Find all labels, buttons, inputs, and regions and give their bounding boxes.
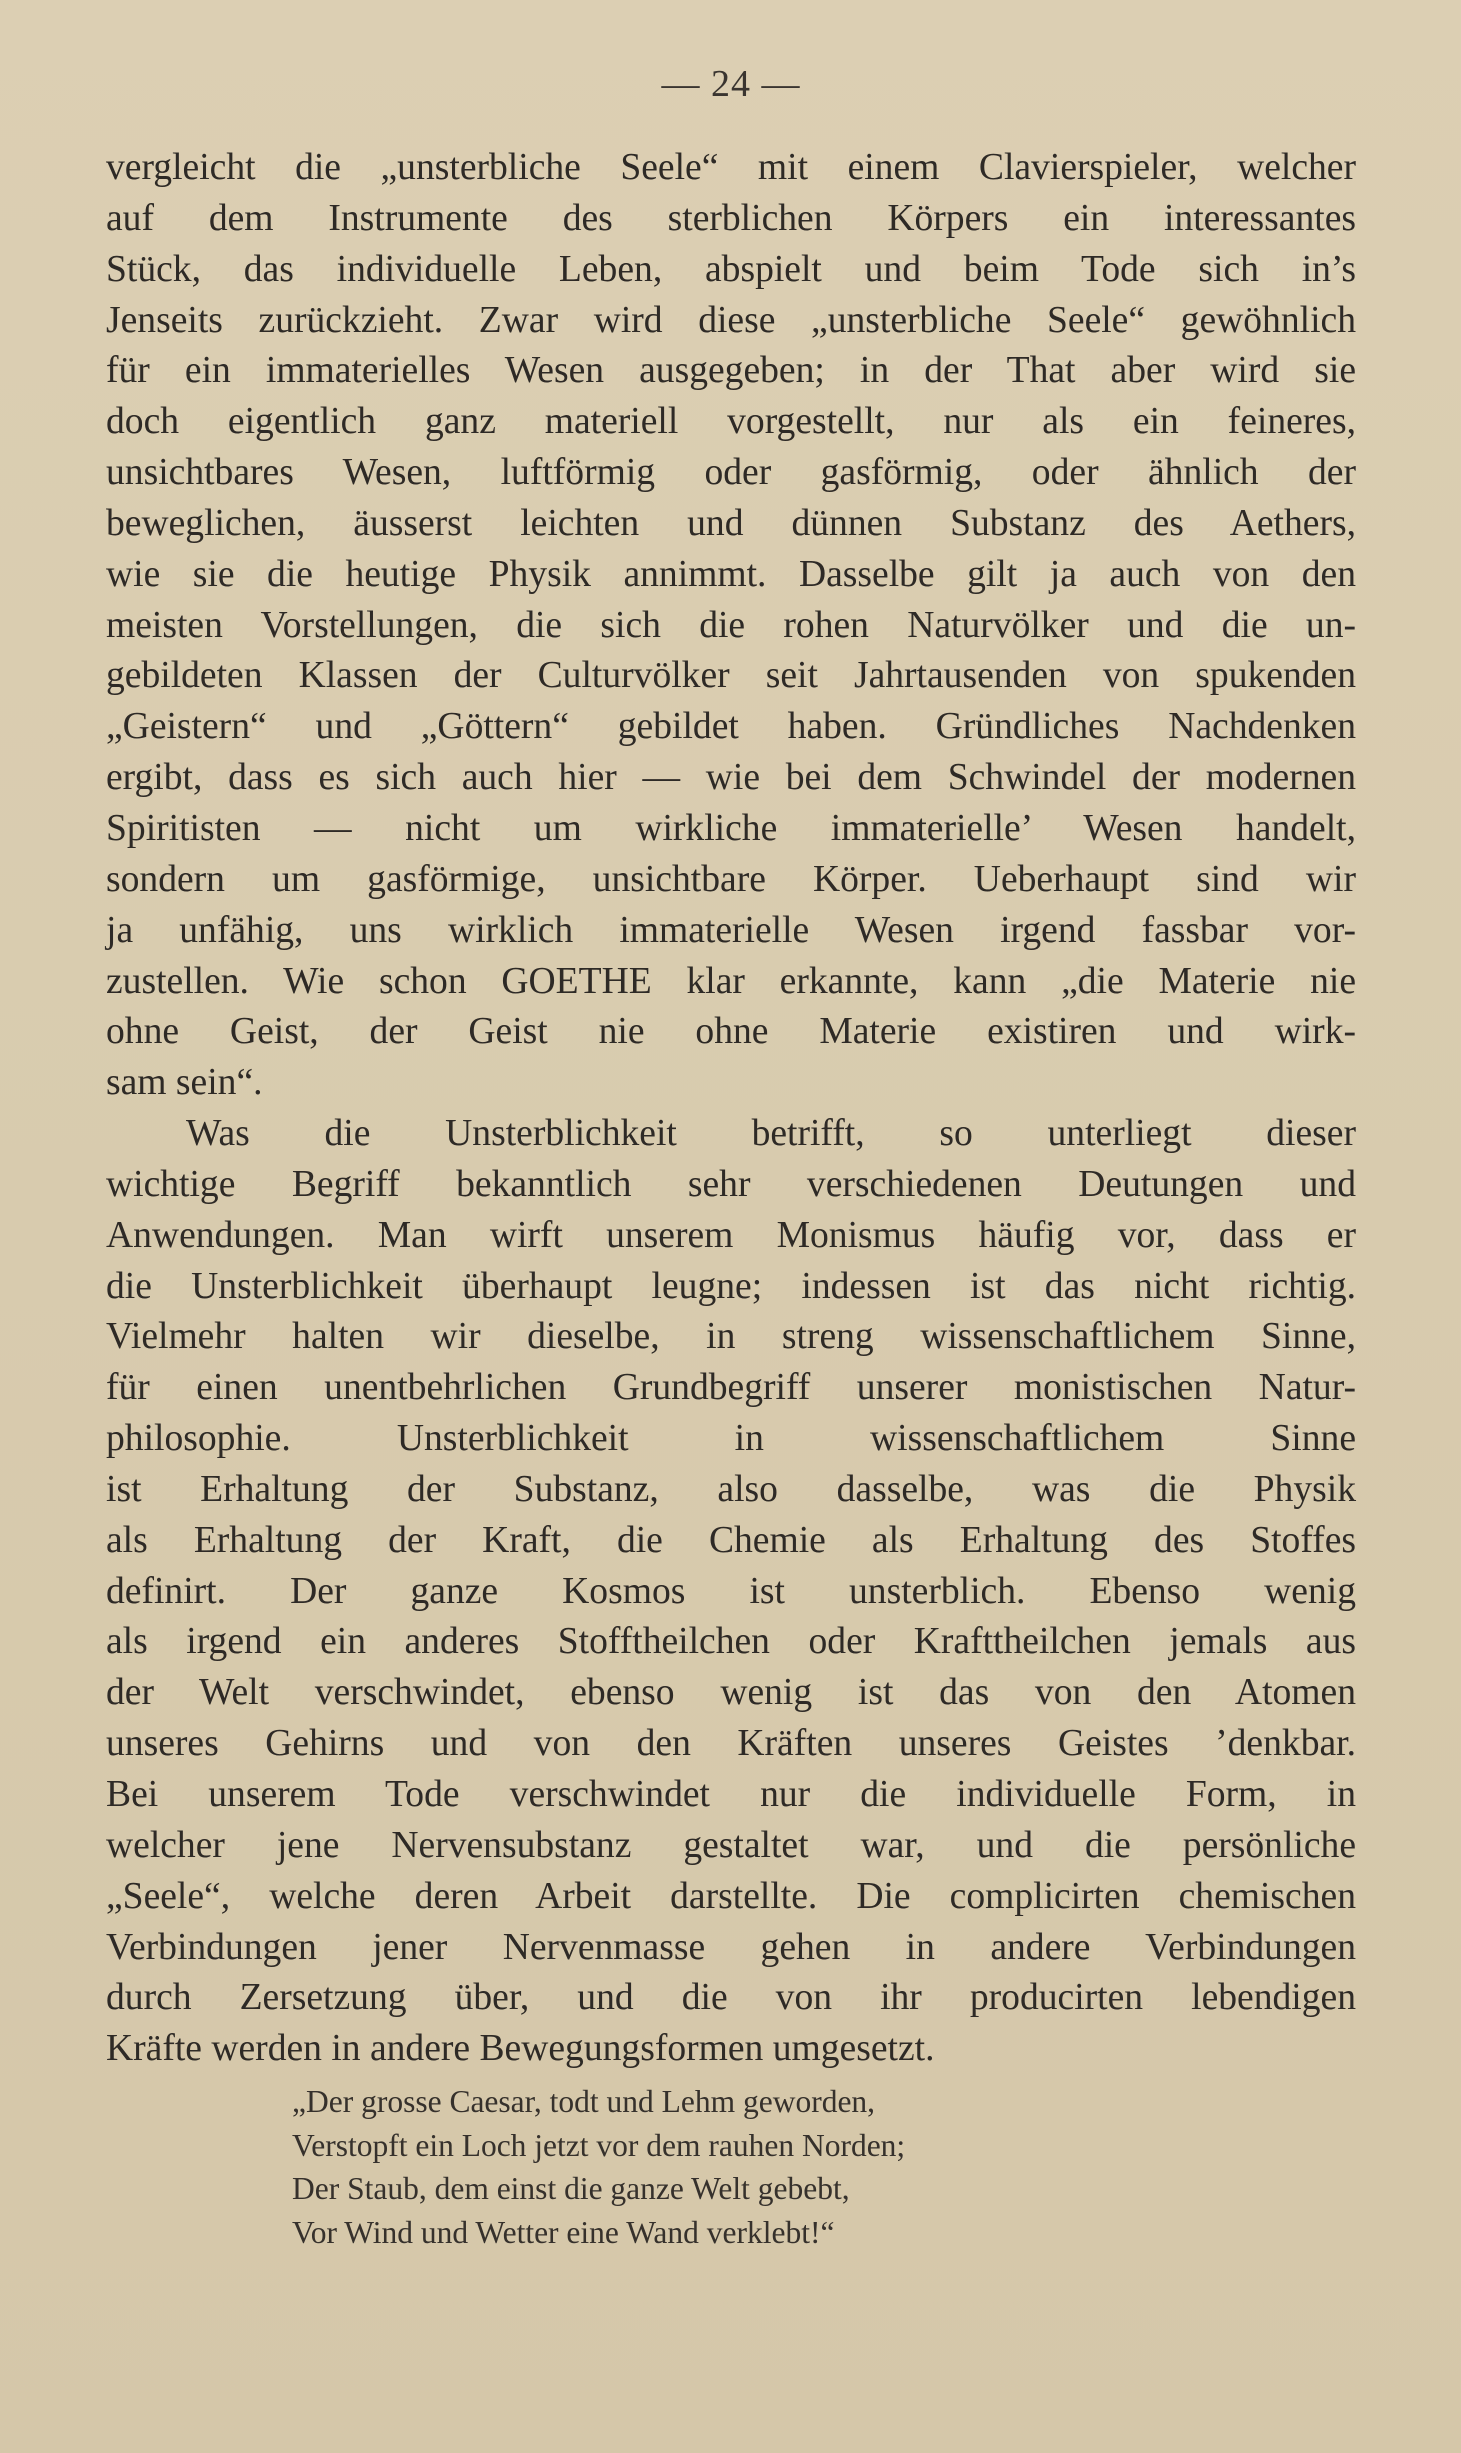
text-line: Kräfte werden in andere Bewegungsformen umgesetzt. xyxy=(106,2028,935,2070)
text-line: sondern um gasförmige, unsichtbare Körper. Ueberhaupt sind wir xyxy=(106,858,1356,900)
text-line: Jenseits zurückzieht. Zwar wird diese „unsterbliche Seele“ gewöhnlich xyxy=(106,299,1356,341)
text-line: definirt. Der ganze Kosmos ist unsterblich. Ebenso wenig xyxy=(106,1570,1356,1612)
page-number: — 24 — xyxy=(661,63,801,105)
text-line: doch eigentlich ganz materiell vorgestellt, nur als ein feineres, xyxy=(106,401,1356,443)
text-line: Spiritisten — nicht um wirkliche immaterielle’ Wesen handelt, xyxy=(106,807,1356,849)
text-line: die Unsterblichkeit überhaupt leugne; indessen ist das nicht richtig. xyxy=(106,1265,1356,1307)
text-line: philosophie. Unsterblichkeit in wissenschaftlichem Sinne xyxy=(106,1418,1356,1460)
poem-line: Vor Wind und Wetter eine Wand verklebt!“ xyxy=(292,2214,835,2250)
body-text xyxy=(106,143,1356,2075)
paragraph-2 xyxy=(106,1109,1356,2075)
text-line: beweglichen, äusserst leichten und dünnen Substanz des Aethers, xyxy=(106,502,1356,544)
text-line: für ein immaterielles Wesen ausgegeben; in der That aber wird sie xyxy=(106,350,1356,392)
text-line: „Seele“, welche deren Arbeit darstellte. Die complicirten chemischen xyxy=(106,1875,1356,1917)
text-line: meisten Vorstellungen, die sich die rohen Naturvölker und die un- xyxy=(106,604,1356,646)
text-line: gebildeten Klassen der Culturvölker seit Jahrtausenden von spukenden xyxy=(106,655,1356,697)
text-line: durch Zersetzung über, und die von ihr producirten lebendigen xyxy=(106,1977,1356,2019)
poem-line: Verstopft ein Loch jetzt vor dem rauhen Norden; xyxy=(292,2127,906,2163)
text-line: vergleicht die „unsterbliche Seele“ mit einem Clavierspieler, welcher xyxy=(106,147,1356,188)
text-line: Vielmehr halten wir dieselbe, in streng wissenschaftlichem Sinne, xyxy=(106,1316,1356,1358)
text-line: Stück, das individuelle Leben, abspielt und beim Tode sich in’s xyxy=(106,248,1356,290)
text-line: zustellen. Wie schon GOETHE klar erkannte, kann „die Materie nie xyxy=(106,960,1356,1002)
poem-quote xyxy=(292,2080,1192,2254)
text-line: als irgend ein anderes Stofftheilchen oder Krafttheilchen jemals aus xyxy=(106,1621,1356,1663)
text-line: als Erhaltung der Kraft, die Chemie als Erhaltung des Stoffes xyxy=(106,1519,1356,1561)
text-line: Bei unserem Tode verschwindet nur die individuelle Form, in xyxy=(106,1774,1356,1815)
text-line: „Geistern“ und „Göttern“ gebildet haben. Gründliches Nachdenken xyxy=(106,706,1356,748)
text-line: welcher jene Nervensubstanz gestaltet war, und die persönliche xyxy=(106,1824,1356,1866)
text-line: Was die Unsterblichkeit betrifft, so unterliegt dieser xyxy=(186,1113,1356,1155)
text-line: Anwendungen. Man wirft unserem Monismus häufig vor, dass er xyxy=(106,1214,1356,1256)
text-line: Verbindungen jener Nervenmasse gehen in andere Verbindungen xyxy=(106,1926,1356,1968)
text-line: wie sie die heutige Physik annimmt. Dasselbe gilt ja auch von den xyxy=(106,553,1356,595)
text-line: ja unfähig, uns wirklich immaterielle Wesen irgend fassbar vor- xyxy=(106,909,1356,951)
text-line: sam sein“. xyxy=(106,1062,263,1104)
text-line: unseres Gehirns und von den Kräften unseres Geistes ’denkbar. xyxy=(106,1723,1356,1765)
paragraph-1 xyxy=(106,143,1356,1109)
poem-line: „Der grosse Caesar, todt und Lehm geworden, xyxy=(292,2084,876,2119)
text-line: der Welt verschwindet, ebenso wenig ist das von den Atomen xyxy=(106,1672,1356,1714)
text-line: ist Erhaltung der Substanz, also dasselbe, was die Physik xyxy=(106,1468,1356,1510)
text-line: unsichtbares Wesen, luftförmig oder gasförmig, oder ähnlich der xyxy=(106,452,1356,494)
book-page xyxy=(106,0,1356,2453)
text-line: wichtige Begriff bekanntlich sehr verschiedenen Deutungen und xyxy=(106,1163,1356,1205)
poem-line: Der Staub, dem einst die ganze Welt gebebt, xyxy=(292,2171,850,2206)
text-line: für einen unentbehrlichen Grundbegriff unserer monistischen Natur- xyxy=(106,1367,1356,1409)
text-line: ergibt, dass es sich auch hier — wie bei dem Schwindel der modernen xyxy=(106,757,1356,799)
text-line: auf dem Instrumente des sterblichen Körpers ein interessantes xyxy=(106,197,1356,239)
text-line: ohne Geist, der Geist nie ohne Materie existiren und wirk- xyxy=(106,1011,1356,1053)
